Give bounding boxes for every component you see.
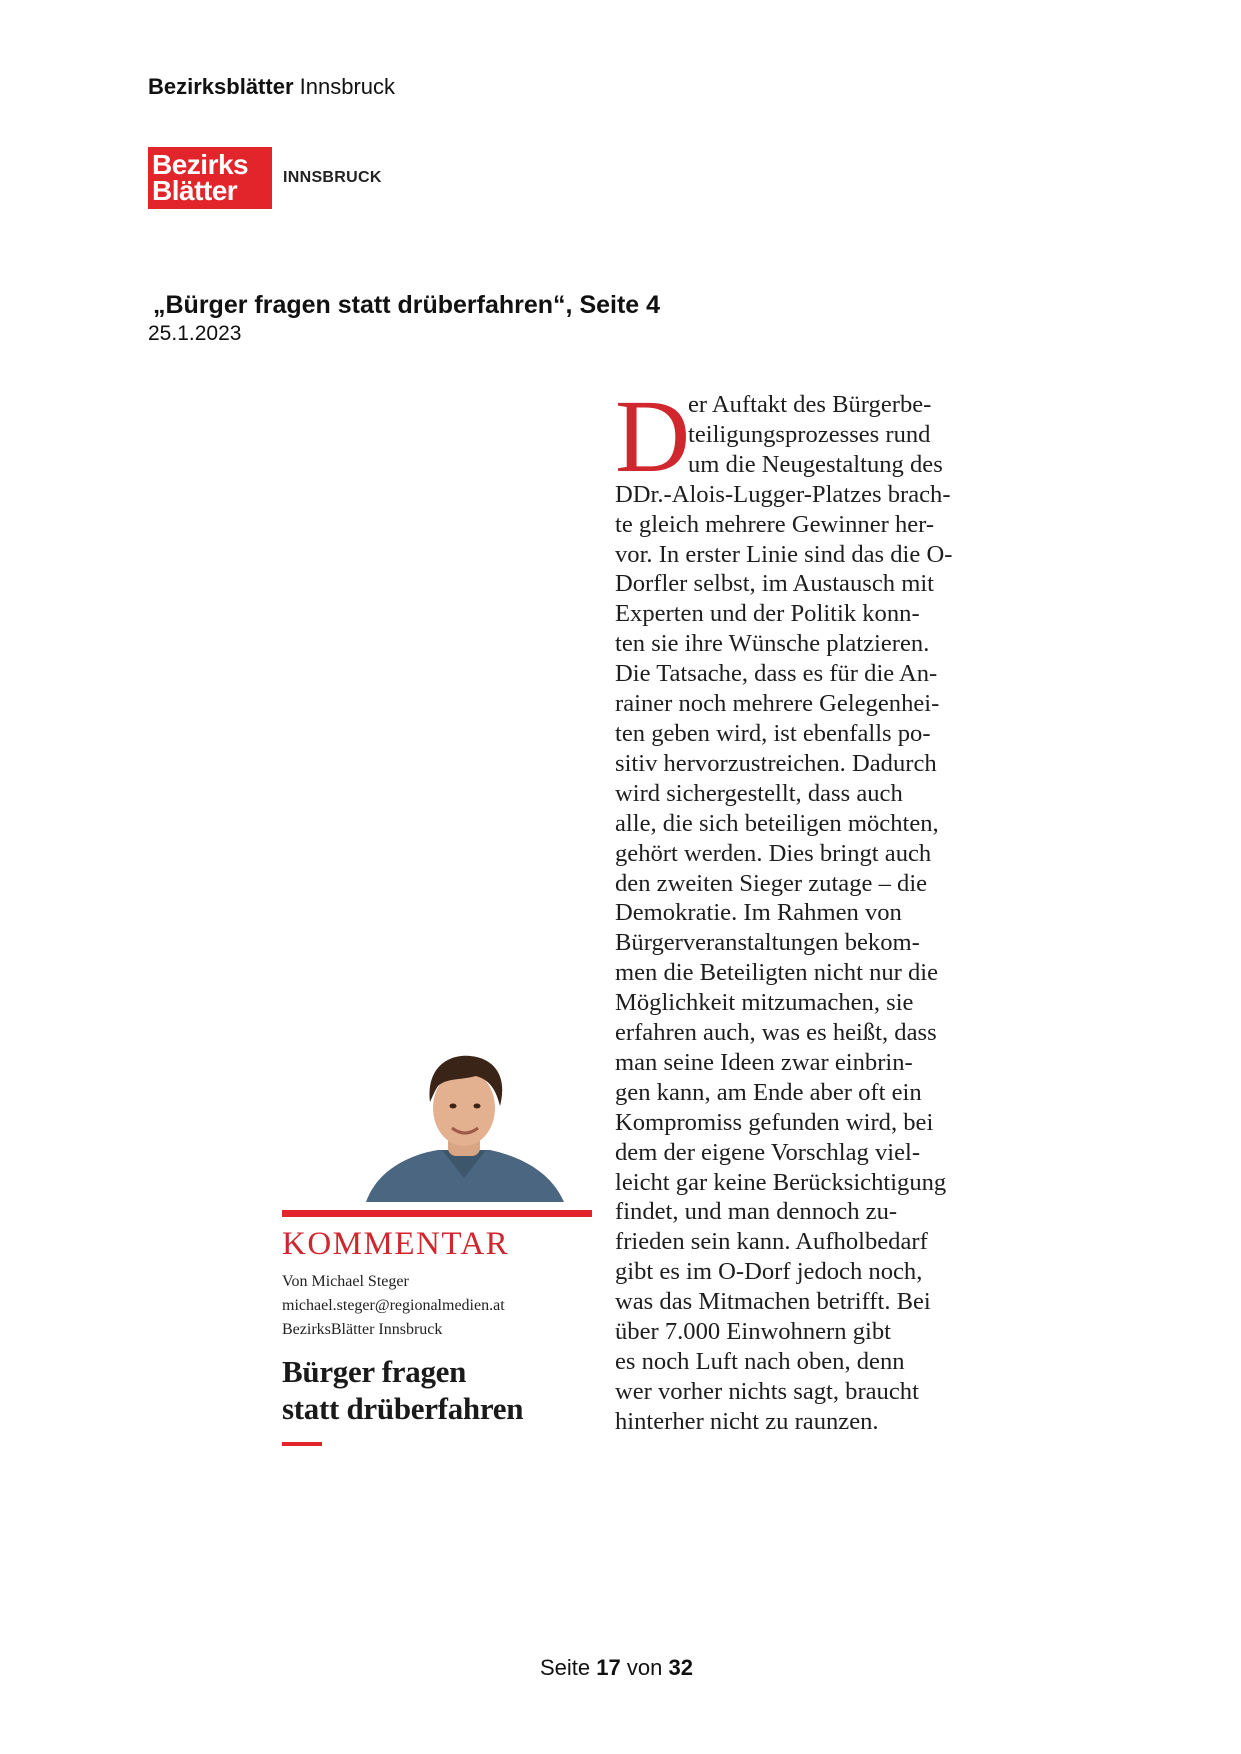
- article-line: Dorfler selbst, im Austausch mit: [615, 570, 934, 598]
- byline-author: Von Michael Steger: [282, 1273, 409, 1290]
- logo-line-1: Bezirks: [152, 149, 249, 180]
- headline-line-1: Bürger fragen: [282, 1354, 467, 1389]
- article-line: dem der eigene Vorschlag viel-: [615, 1138, 921, 1166]
- logo-line-2: Blätter: [152, 175, 238, 206]
- article-line: men die Beteiligten nicht nur die: [615, 959, 939, 987]
- footer-page-number: 17: [596, 1655, 621, 1680]
- article-line: er Auftakt des Bürgerbe-: [688, 391, 932, 418]
- article-line: Möglichkeit mitzumachen, sie: [615, 989, 914, 1017]
- cut-off-text: [282, 1442, 552, 1448]
- section-label: KOMMENTAR: [282, 1226, 510, 1262]
- article-line: frieden sein kann. Aufholbedarf: [615, 1228, 928, 1256]
- article-line: Demokratie. Im Rahmen von: [615, 899, 902, 927]
- drop-cap: D: [615, 379, 691, 494]
- article-line: Bürgerveranstaltungen bekom-: [615, 929, 920, 957]
- article-line: gen kann, am Ende aber oft ein: [615, 1078, 922, 1106]
- article-line: sitiv hervorzustreichen. Dadurch: [615, 749, 937, 777]
- article-line: rainer noch mehrere Gelegenhei-: [615, 690, 940, 718]
- page-footer: [540, 1655, 693, 1681]
- newspaper-clipping: [270, 379, 970, 1448]
- article-line: es noch Luft nach oben, denn: [615, 1348, 905, 1375]
- document-title: „Bürger fragen statt drüberfahren“, Seite 4: [153, 291, 661, 319]
- page-header: [148, 74, 395, 100]
- cut-off-dropcap: [282, 1442, 322, 1446]
- author-portrait: [358, 1050, 570, 1202]
- logo-city: INNSBRUCK: [283, 169, 382, 186]
- article-line: Experten und der Politik konn-: [615, 600, 920, 628]
- article-line: um die Neugestaltung des: [688, 450, 943, 478]
- footer-sep: von: [626, 1655, 663, 1680]
- article-body: [615, 379, 975, 1437]
- article-line: den zweiten Sieger zutage – die: [615, 869, 928, 897]
- article-line: alle, die sich beteiligen möchten,: [615, 809, 939, 837]
- byline-email: michael.steger@regionalmedien.at: [282, 1297, 505, 1314]
- article-line: wer vorher nichts sagt, braucht: [615, 1377, 919, 1405]
- article-headline: [282, 1353, 523, 1427]
- article-line: ten geben wird, ist ebenfalls po-: [615, 719, 931, 747]
- article-line: Kompromiss gefunden wird, bei: [615, 1108, 934, 1136]
- article-line: man seine Ideen zwar einbrin-: [615, 1048, 913, 1076]
- footer-total-pages: 32: [668, 1655, 693, 1680]
- section-rule: [282, 1210, 592, 1217]
- article-line: erfahren auch, was es heißt, dass: [615, 1019, 937, 1047]
- article-line: ten sie ihre Wünsche platzieren.: [615, 630, 930, 658]
- article-line: was das Mitmachen betrifft. Bei: [615, 1288, 931, 1316]
- footer-prefix: Seite: [540, 1655, 591, 1680]
- article-line: findet, und man dennoch zu-: [615, 1198, 898, 1226]
- article-line: teiligungsprozesses rund: [688, 420, 931, 448]
- header-region: Innsbruck: [299, 74, 396, 99]
- headline-line-2: statt drüberfahren: [282, 1391, 524, 1426]
- article-line: gibt es im O-Dorf jedoch noch,: [615, 1258, 923, 1286]
- article-line: DDr.-Alois-Lugger-Platzes brach-: [615, 480, 951, 508]
- article-line: vor. In erster Linie sind das die O-: [615, 540, 953, 568]
- article-line: leicht gar keine Berücksichtigung: [615, 1168, 947, 1196]
- article-line: Die Tatsache, dass es für die An-: [615, 660, 938, 688]
- article-line: gehört werden. Dies bringt auch: [615, 839, 932, 867]
- byline-publication: BezirksBlätter Innsbruck: [282, 1321, 443, 1338]
- article-line: hinterher nicht zu raunzen.: [615, 1407, 879, 1435]
- byline: [282, 1270, 505, 1342]
- header-brand: Bezirksblätter: [148, 74, 294, 99]
- article-line: über 7.000 Einwohnern gibt: [615, 1318, 891, 1346]
- document-date: 25.1.2023: [148, 322, 242, 345]
- article-line: te gleich mehrere Gewinner her-: [615, 510, 935, 538]
- author-photo-icon: [358, 1050, 570, 1202]
- bezirksblaetter-logo: [148, 147, 272, 209]
- article-line: wird sichergestellt, dass auch: [615, 779, 903, 807]
